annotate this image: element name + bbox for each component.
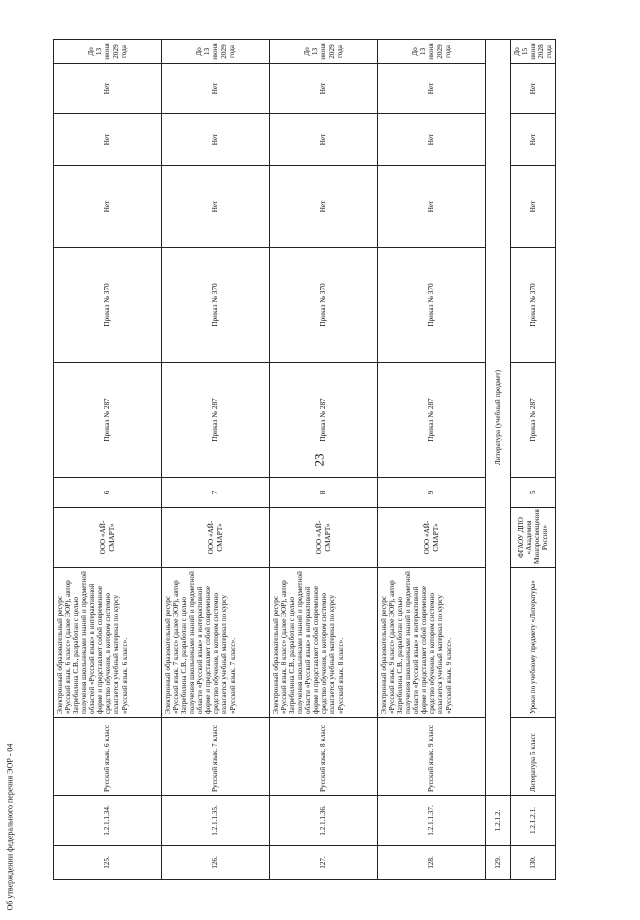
row-flag-3: Нет [162,64,270,114]
row-deadline: До 13 июня 2029 года [378,40,486,64]
row-flag-3: Нет [54,64,162,114]
row-description: Электронный образовательный ресурс «Русский язык. 6 класс» (далее ЭОР), автор Затребилина С.В., разработан с целью получения школьниками знаний и предметной областей «Русский язык» в интерактивной форме и представляет собой современное средство обучения, в котором системно излагается учебный материал по курсу «Русский язык. 6 класс». [54,568,162,718]
row-organization: ООО «АЙ-СМАРТ» [270,508,378,568]
row-flag-1: Нет [378,166,486,248]
row-flag-3: Нет [511,64,556,114]
row-deadline: До 13 июня 2029 года [270,40,378,64]
row-deadline: До 13 июня 2029 года [54,40,162,64]
row-organization: ООО «АЙ-СМАРТ» [162,508,270,568]
page-number: 23 [311,453,327,467]
row-grade: 7 [162,478,270,508]
row-flag-1: Нет [511,166,556,248]
table-row [270,40,378,880]
row-description: Электронный образовательный ресурс «Русский язык. 8 класс» (далее ЭОР), автор Затребилина С.В., разработан с целью получения школьниками знаний и предметной области «Русский язык» в интерактивной форме и представляет собой современное средство обучения, в котором системно излагается учебный материал по курсу «Русский язык. 8 класс». [270,568,378,718]
table-body [54,40,556,880]
row-code: 1.2.1.1.36. [270,796,378,846]
row-code: 1.2.1.1.34. [54,796,162,846]
table-row [511,40,556,880]
row-order-2: Приказ № 370 [511,248,556,363]
row-description: Электронный образовательный ресурс «Русский язык. 7 класс» (далее ЭОР), автор Затребилина С.В., разработан с целью получения школьниками знаний и предметной области «Русский язык» в интерактивной форме и представляет собой современное средство обучения, в котором системно излагается учебный материал по курсу «Русский язык. 7 класс». [162,568,270,718]
row-grade: 9 [378,478,486,508]
row-deadline: До 15 июня 2028 года [511,40,556,64]
row-flag-2: Нет [270,114,378,166]
row-organization: ФГАОУ ДПО «Академия Минпросвещения России» [511,508,556,568]
row-flag-3: Нет [378,64,486,114]
row-description: Уроки по учебному предмету «Литература» [511,568,556,718]
row-number: 127. [270,846,378,880]
row-flag-2: Нет [378,114,486,166]
row-organization: ООО «АЙ-СМАРТ» [54,508,162,568]
section-title: Литература (учебный предмет) [486,40,511,796]
row-number: 126. [162,846,270,880]
row-flag-1: Нет [270,166,378,248]
row-name: Литература 5 класс [511,718,556,796]
eor-table [53,39,556,880]
row-code: 1.2.1.1.35. [162,796,270,846]
table-row [378,40,486,880]
rotated-table-wrapper [53,40,573,880]
row-order-2: Приказ № 370 [54,248,162,363]
table-row [54,40,162,880]
row-order-2: Приказ № 370 [270,248,378,363]
row-code: 1.2.1.2.1. [511,796,556,846]
row-name: Русский язык. 8 класс [270,718,378,796]
row-order-1: Приказ № 287 [511,363,556,478]
row-order-1: Приказ № 287 [54,363,162,478]
row-number: 130. [511,846,556,880]
row-flag-2: Нет [162,114,270,166]
row-name: Русский язык. 9 класс [378,718,486,796]
row-order-1: Приказ № 287 [162,363,270,478]
row-deadline: До 13 июня 2029 года [162,40,270,64]
row-grade: 8 [270,478,378,508]
row-flag-3: Нет [270,64,378,114]
row-flag-2: Нет [511,114,556,166]
row-number: 129. [486,846,511,880]
section-row [486,40,511,880]
row-grade: 6 [54,478,162,508]
row-order-2: Приказ № 370 [378,248,486,363]
row-flag-1: Нет [54,166,162,248]
row-description: Электронный образовательный ресурс «Русский язык. 9 класс» (далее ЭОР), автор Затребилина С.В., разработан с целью получения школьниками знаний и предметной области «Русский язык» в интерактивной форме и представляет собой современное средство обучения, в котором системно излагается учебный материал по курсу «Русский язык. 9 класс». [378,568,486,718]
row-order-1: Приказ № 287 [378,363,486,478]
row-code: 1.2.1.2. [486,796,511,846]
row-organization: ООО «АЙ-СМАРТ» [378,508,486,568]
row-flag-2: Нет [54,114,162,166]
row-number: 128. [378,846,486,880]
row-code: 1.2.1.1.37. [378,796,486,846]
document-footer: Об утверждении федерального перечня ЭОР - 04 [5,743,15,911]
row-grade: 5 [511,478,556,508]
row-order-1: Приказ № 287 [270,363,378,478]
row-flag-1: Нет [162,166,270,248]
table-row [162,40,270,880]
row-name: Русский язык. 6 класс [54,718,162,796]
row-order-2: Приказ № 370 [162,248,270,363]
row-name: Русский язык. 7 класс [162,718,270,796]
row-number: 125. [54,846,162,880]
